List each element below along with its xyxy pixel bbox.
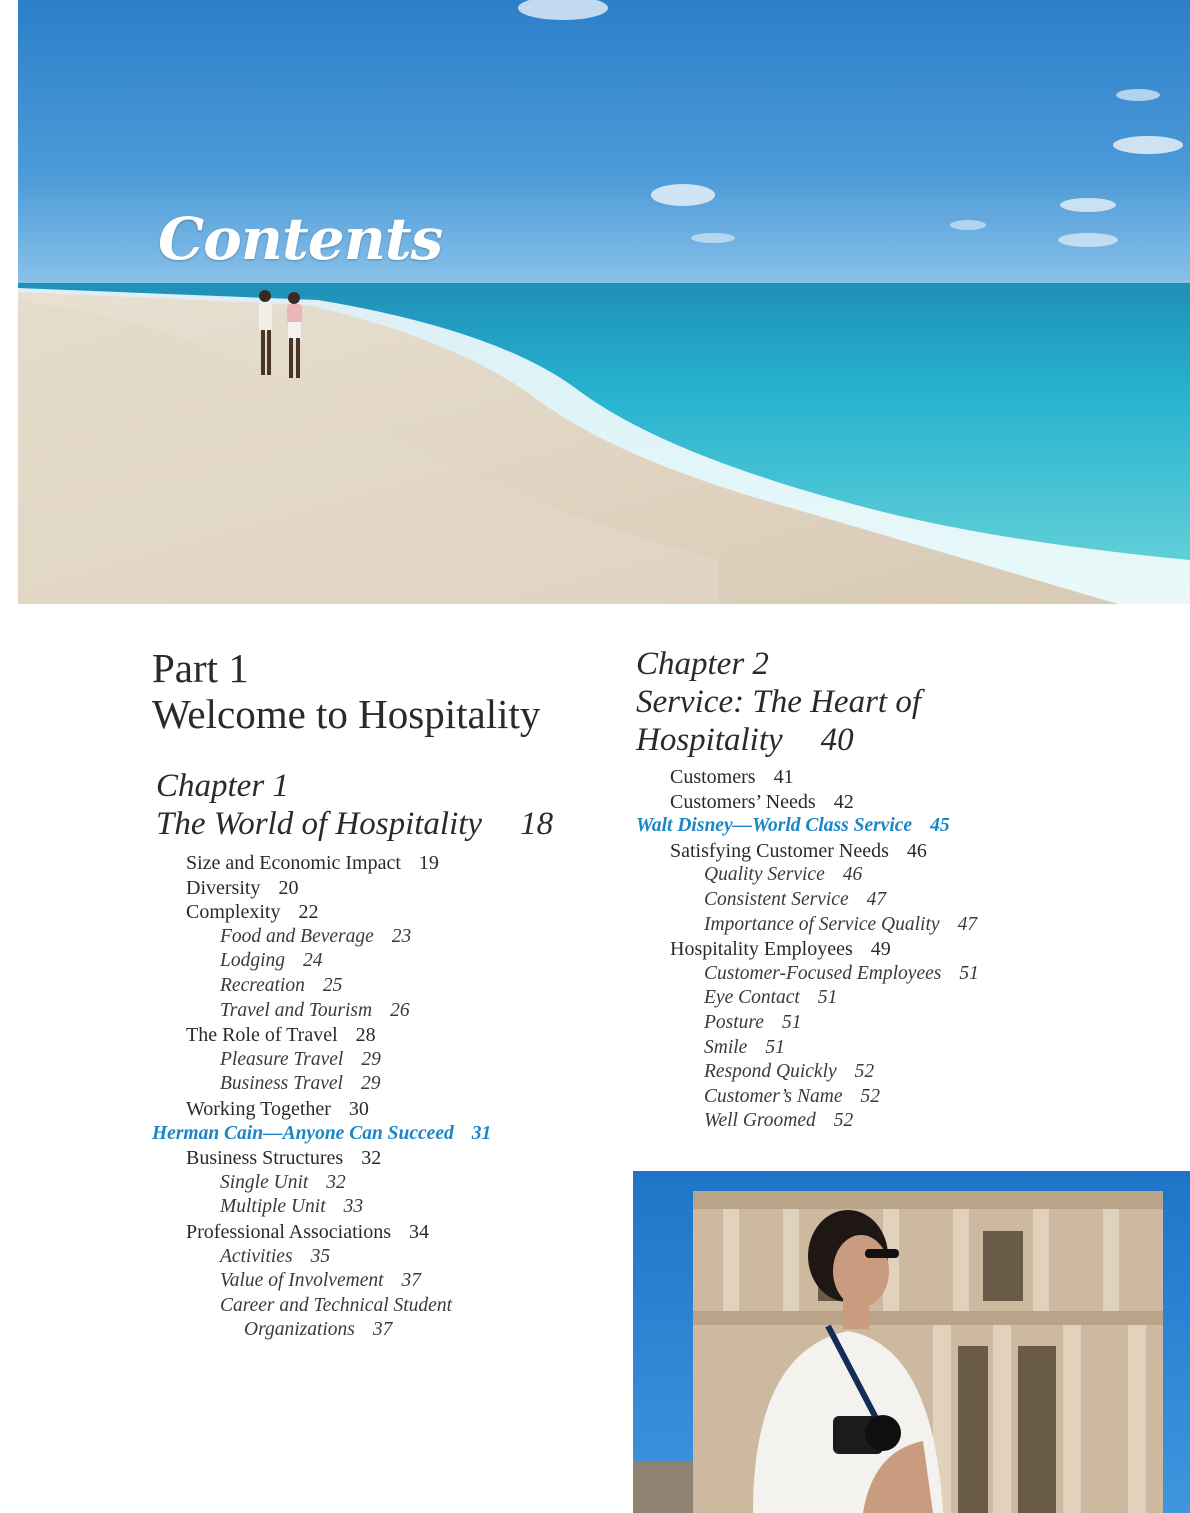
toc-right-column xyxy=(636,645,1076,1134)
toc-entry-page: 52 xyxy=(833,1110,854,1132)
toc-entry-text: Importance of Service Quality xyxy=(704,913,940,935)
toc-entry-text: Customers xyxy=(670,766,756,788)
toc-entry[interactable] xyxy=(636,839,1076,864)
toc-entry-text: Posture xyxy=(704,1011,764,1033)
toc-entry-text: Customer-Focused Employees xyxy=(704,962,942,984)
toc-entry-text: Quality Service xyxy=(704,864,825,886)
part-title: Welcome to Hospitality xyxy=(152,691,541,737)
toc-entry-page: 49 xyxy=(870,938,891,961)
toc-entry[interactable] xyxy=(152,1220,602,1245)
toc-entry-page: 23 xyxy=(391,925,412,947)
toc-entry[interactable] xyxy=(636,986,1076,1011)
toc-entry-page: 29 xyxy=(360,1073,381,1095)
toc-entry-text: Multiple Unit xyxy=(220,1196,326,1218)
toc-entry[interactable] xyxy=(152,1072,602,1097)
chapter-2-title-line1: Service: The Heart of xyxy=(636,684,921,720)
chapter-1-title: The World of Hospitality xyxy=(156,806,483,842)
toc-entry[interactable] xyxy=(636,1085,1076,1110)
toc-entry[interactable] xyxy=(636,888,1076,913)
toc-entry-page: 29 xyxy=(361,1048,381,1070)
toc-entry-text: Diversity xyxy=(186,876,261,899)
toc-entry-page: 28 xyxy=(355,1024,376,1047)
chapter-1-toc-list xyxy=(152,851,602,1343)
toc-entry-page: 25 xyxy=(322,974,343,996)
toc-entry-page: 37 xyxy=(372,1319,393,1341)
toc-entry[interactable] xyxy=(152,1294,602,1319)
toc-entry-page: 26 xyxy=(390,999,410,1021)
toc-entry-text: Pleasure Travel xyxy=(220,1048,344,1070)
toc-entry[interactable] xyxy=(636,913,1076,938)
toc-entry-page: 51 xyxy=(765,1036,785,1058)
toc-entry-text: Professional Associations xyxy=(186,1220,391,1243)
library-of-celsus-scene xyxy=(633,1171,1190,1513)
toc-entry-text: Consistent Service xyxy=(704,888,849,910)
part-number: Part 1 xyxy=(152,645,249,691)
toc-entry-page: 51 xyxy=(959,962,979,984)
toc-entry[interactable] xyxy=(152,974,602,999)
toc-entry-page: 51 xyxy=(781,1011,802,1033)
chapter-2-page: 40 xyxy=(820,722,854,758)
toc-entry-text: Career and Technical Student xyxy=(220,1294,452,1316)
chapter-1-heading[interactable] xyxy=(156,767,602,843)
toc-entry-text: Complexity xyxy=(186,901,281,924)
toc-entry-page: 46 xyxy=(906,839,927,862)
toc-entry-page: 32 xyxy=(361,1147,382,1170)
toc-entry-page: 30 xyxy=(348,1097,369,1120)
toc-entry-text: Smile xyxy=(704,1036,748,1058)
toc-entry[interactable] xyxy=(636,1036,1076,1061)
toc-entry-page: 33 xyxy=(343,1196,364,1218)
feature-entry[interactable] xyxy=(152,1122,602,1147)
toc-entry-page: 34 xyxy=(409,1220,429,1243)
toc-entry-text: Eye Contact xyxy=(704,987,800,1009)
toc-entry-text: Walt Disney—World Class Service xyxy=(636,815,913,837)
toc-entry[interactable] xyxy=(152,999,602,1024)
toc-entry[interactable] xyxy=(152,1318,602,1343)
toc-entry[interactable] xyxy=(152,900,602,925)
toc-entry[interactable] xyxy=(636,1060,1076,1085)
toc-entry-text: Organizations xyxy=(244,1319,355,1341)
toc-entry[interactable] xyxy=(152,1195,602,1220)
toc-entry-page: 37 xyxy=(401,1270,422,1292)
toc-entry[interactable] xyxy=(152,925,602,950)
toc-entry-text: Well Groomed xyxy=(704,1110,816,1132)
toc-entry[interactable] xyxy=(152,1245,602,1270)
beach-photo xyxy=(18,0,1190,604)
chapter-2-label: Chapter 2 xyxy=(636,646,769,682)
toc-entry-page: 32 xyxy=(326,1171,346,1193)
toc-entry[interactable] xyxy=(636,765,1076,790)
toc-entry[interactable] xyxy=(152,1048,602,1073)
chapter-2-title-line2: Hospitality xyxy=(636,722,783,758)
feature-entry[interactable] xyxy=(636,814,1076,839)
chapter-1-page: 18 xyxy=(520,806,554,842)
toc-entry-text: Satisfying Customer Needs xyxy=(670,839,889,862)
toc-entry-text: Travel and Tourism xyxy=(220,999,373,1021)
toc-entry-page: 52 xyxy=(854,1061,875,1083)
toc-entry-text: Activities xyxy=(220,1245,293,1267)
page-title: Contents xyxy=(158,205,443,273)
toc-entry-text: Recreation xyxy=(220,974,305,996)
toc-entry[interactable] xyxy=(152,949,602,974)
toc-entry-text: The Role of Travel xyxy=(186,1024,338,1047)
toc-left-column xyxy=(152,645,602,1343)
toc-entry-page: 47 xyxy=(957,913,978,935)
toc-entry-page: 41 xyxy=(773,766,794,788)
toc-entry[interactable] xyxy=(152,1146,602,1171)
toc-entry-page: 20 xyxy=(278,876,299,899)
toc-entry[interactable] xyxy=(152,876,602,901)
toc-entry-text: Value of Involvement xyxy=(220,1270,384,1292)
toc-entry-text: Customers’ Needs xyxy=(670,790,816,813)
chapter-2-toc-list xyxy=(636,765,1076,1134)
toc-entry[interactable] xyxy=(636,1109,1076,1134)
toc-entry-text: Size and Economic Impact xyxy=(186,852,401,874)
toc-entry-page: 45 xyxy=(930,815,950,837)
toc-entry[interactable] xyxy=(636,937,1076,962)
toc-entry-page: 22 xyxy=(298,901,319,924)
toc-entry-text: Customer’s Name xyxy=(704,1085,843,1107)
toc-entry[interactable] xyxy=(152,1269,602,1294)
toc-entry-page: 52 xyxy=(860,1085,880,1107)
toc-entry[interactable] xyxy=(152,1097,602,1122)
toc-entry[interactable] xyxy=(636,1011,1076,1036)
toc-entry-text: Working Together xyxy=(186,1097,331,1120)
toc-entry-text: Herman Cain—Anyone Can Succeed xyxy=(152,1122,454,1144)
toc-entry[interactable] xyxy=(636,790,1076,815)
toc-entry-page: 47 xyxy=(866,888,887,910)
toc-entry-text: Single Unit xyxy=(220,1171,309,1193)
toc-entry-text: Respond Quickly xyxy=(704,1061,837,1083)
toc-entry-text: Lodging xyxy=(220,950,286,972)
toc-entry[interactable] xyxy=(636,962,1076,987)
toc-entry-page: 19 xyxy=(418,852,439,874)
toc-entry[interactable] xyxy=(152,1171,602,1196)
toc-entry-page: 42 xyxy=(833,790,854,813)
chapter-1-label: Chapter 1 xyxy=(156,768,289,804)
toc-entry-text: Business Structures xyxy=(186,1147,344,1170)
toc-entry-text: Food and Beverage xyxy=(220,925,374,947)
toc-entry[interactable] xyxy=(152,851,602,876)
toc-entry-page: 51 xyxy=(817,987,838,1009)
toc-entry-text: Business Travel xyxy=(220,1073,343,1095)
toc-entry[interactable] xyxy=(636,863,1076,888)
toc-entry-page: 31 xyxy=(471,1122,492,1144)
beach-scene xyxy=(18,0,1190,604)
toc-entry-page: 35 xyxy=(310,1245,331,1267)
toc-entry-text: Hospitality Employees xyxy=(670,938,853,961)
toc-entry-page: 24 xyxy=(303,950,323,972)
toc-entry-page: 46 xyxy=(842,864,863,886)
toc-entry[interactable] xyxy=(152,1023,602,1048)
tourist-ruins-photo xyxy=(633,1171,1190,1513)
chapter-2-heading[interactable] xyxy=(636,645,1076,759)
